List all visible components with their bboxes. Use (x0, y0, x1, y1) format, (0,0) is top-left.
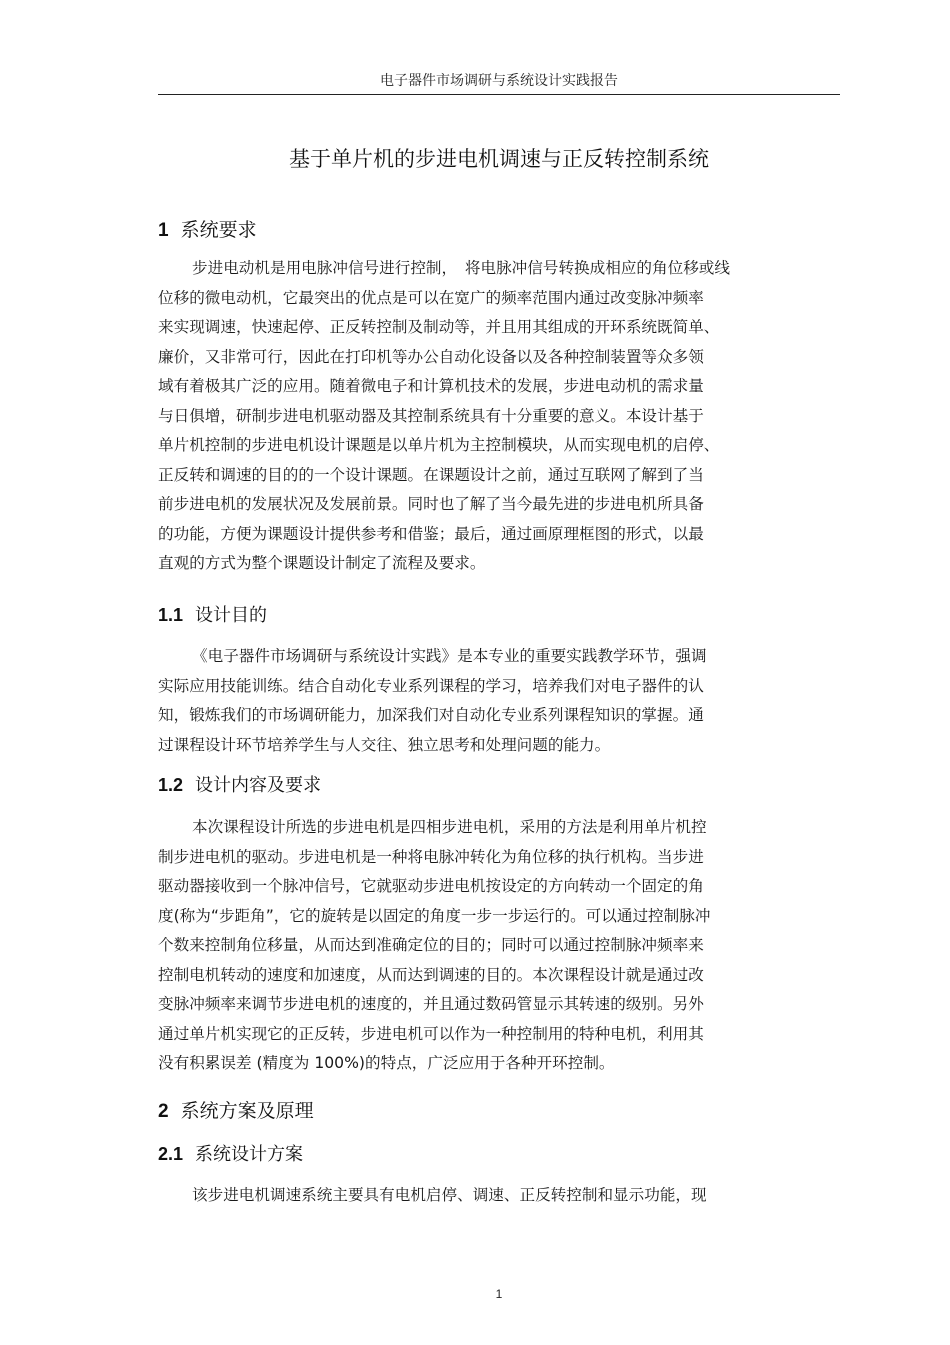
section-2-1-paragraph (158, 1181, 840, 1211)
paragraph-line: 直观的方式为整个课题设计制定了流程及要求。 (158, 554, 486, 572)
section-number: 1 (158, 220, 169, 241)
section-title: 系统方案及原理 (180, 1100, 314, 1122)
section-heading-1 (158, 215, 257, 242)
paragraph-line: 个数来控制角位移量，从而达到准确定位的目的；同时可以通过控制脉冲频率来 (158, 936, 704, 954)
paragraph-line: 制步进电机的驱动。步进电机是一种将电脉冲转化为角位移的执行机构。当步进 (158, 847, 704, 866)
section-title: 设计内容及要求 (195, 775, 322, 796)
section-heading-2 (158, 1096, 314, 1123)
paragraph-line: 廉价，又非常可行，因此在打印机等办公自动化设备以及各种控制装置等众多领 (158, 347, 704, 366)
section-number: 1.1 (158, 605, 184, 625)
paragraph-line: 控制电机转动的速度和加速度，从而达到调速的目的。本次课程设计就是通过改 (158, 965, 704, 984)
paragraph-line: 通过单片机实现它的正反转，步进电机可以作为一种控制用的特种电机，利用其 (158, 1024, 704, 1043)
paragraph-line: 域有着极其广泛的应用。随着微电子和计算机技术的发展，步进电动机的需求量 (158, 377, 704, 395)
paragraph-line: 单片机控制的步进电机设计课题是以单片机为主控制模块，从而实现电机的启停、 (158, 436, 720, 454)
section-title: 系统设计方案 (195, 1144, 304, 1165)
section-title: 系统要求 (180, 219, 257, 241)
paragraph-line: 实际应用技能训练。结合自动化专业系列课程的学习，培养我们对电子器件的认 (158, 676, 704, 695)
document-title: 基于单片机的步进电机调速与正反转控制系统 (289, 147, 709, 171)
section-number: 2.1 (158, 1144, 184, 1164)
section-heading-2-1 (158, 1140, 303, 1166)
paragraph-line: 步进电动机是用电脉冲信号进行控制， 将电脉冲信号转换成相应的角位移或线 (192, 259, 730, 277)
paragraph-line: 度(称为“步距角”，它的旋转是以固定的角度一步一步运行的。可以通过控制脉冲 (158, 906, 711, 925)
section-number: 1.2 (158, 775, 184, 795)
section-title: 设计目的 (195, 605, 268, 626)
section-number: 2 (158, 1101, 169, 1122)
paragraph-line: 《电子器件市场调研与系统设计实践》是本专业的重要实践教学环节，强调 (192, 647, 707, 665)
header-rule (158, 94, 840, 95)
paragraph-line: 前步进电机的发展状况及发展前景。同时也了解了当今最先进的步进电机所具备 (158, 495, 704, 513)
paragraph-line: 知，锻炼我们的市场调研能力，加深我们对自动化专业系列课程知识的掌握。通 (158, 706, 704, 724)
page-number: 1 (495, 1287, 503, 1301)
paragraph-line: 变脉冲频率来调节步进电机的速度的，并且通过数码管显示其转速的级别。另外 (158, 995, 704, 1013)
paragraph-line: 与日俱增，研制步进电机驱动器及其控制系统具有十分重要的意义。本设计基于 (158, 406, 704, 425)
running-header: 电子器件市场调研与系统设计实践报告 (380, 73, 618, 89)
paragraph-line: 正反转和调速的目的的一个设计课题。在课题设计之前，通过互联网了解到了当 (158, 465, 704, 484)
section-heading-1-2 (158, 771, 321, 797)
paragraph-line: 没有积累误差 (精度为 100%)的特点，广泛应用于各种开环控制。 (158, 1054, 615, 1072)
section-1-paragraph (158, 254, 840, 579)
section-1-2-paragraph (158, 813, 840, 1079)
paragraph-line: 本次课程设计所选的步进电机是四相步进电机，采用的方法是利用单片机控 (192, 818, 707, 836)
paragraph-line: 的功能，方便为课题设计提供参考和借鉴；最后，通过画原理框图的形式，以最 (158, 524, 704, 543)
section-heading-1-1 (158, 601, 267, 627)
paragraph-line: 过课程设计环节培养学生与人交往、独立思考和处理问题的能力。 (158, 735, 611, 754)
paragraph-line: 来实现调速，快速起停、正反转控制及制动等，并且用其组成的开环系统既简单、 (158, 318, 720, 336)
paragraph-line: 驱动器接收到一个脉冲信号，它就驱动步进电机按设定的方向转动一个固定的角 (158, 877, 704, 895)
section-1-1-paragraph (158, 642, 840, 760)
paragraph-line: 该步进电机调速系统主要具有电机启停、调速、正反转控制和显示功能，现 (192, 1186, 707, 1204)
paragraph-line: 位移的微电动机，它最突出的优点是可以在宽广的频率范围内通过改变脉冲频率 (158, 288, 704, 307)
